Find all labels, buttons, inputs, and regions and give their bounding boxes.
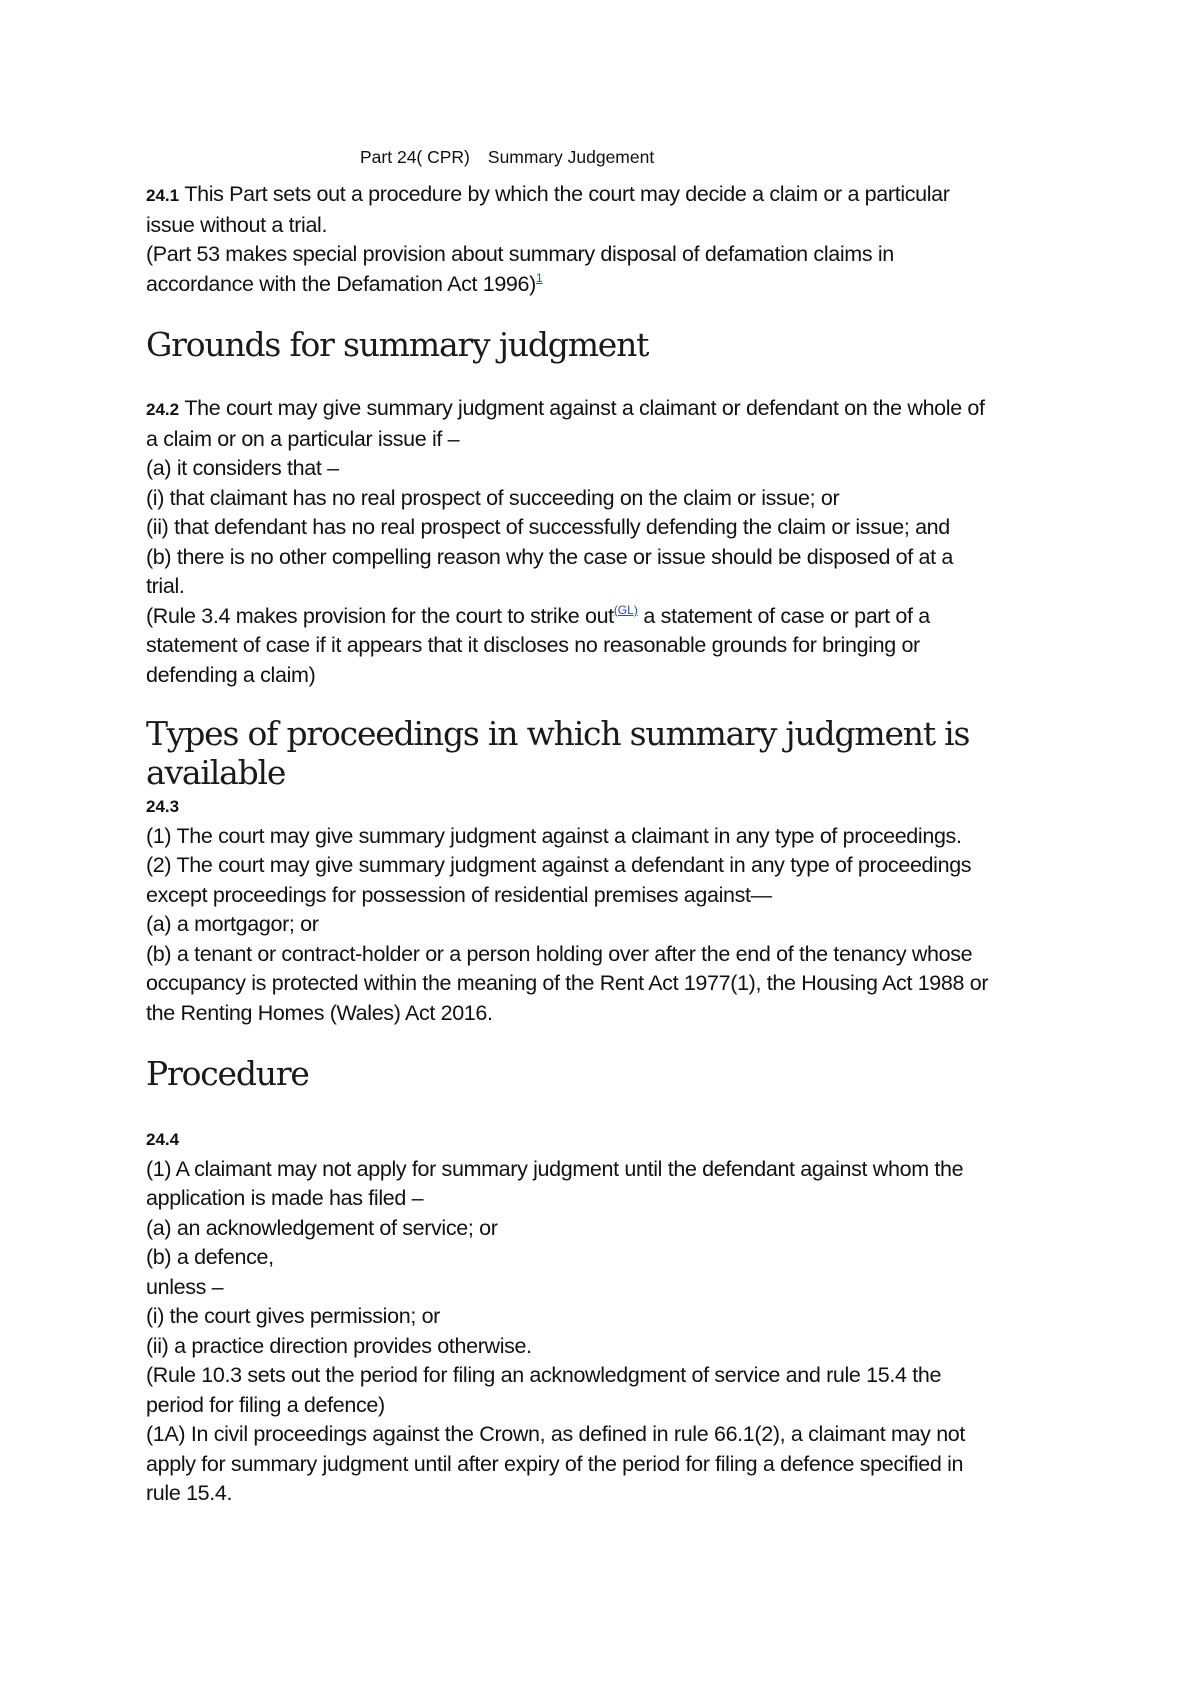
text-line: (i) that claimant has no real prospect of succeeding on the claim or issue; or: [146, 485, 840, 510]
heading-types: [146, 714, 1076, 792]
text-line: (a) an acknowledgement of service; or: [146, 1215, 498, 1240]
text-line: (1) A claimant may not apply for summary judgment until the defendant against whom the: [146, 1156, 964, 1181]
text-line: (2) The court may give summary judgment against a defendant in any type of proceedings: [146, 853, 972, 877]
text-line: (Rule 10.3 sets out the period for filing an acknowledgment of service and rule 15.4 the: [146, 1363, 942, 1387]
text-line: except proceedings for possession of residential premises against—: [146, 882, 772, 907]
text-line: rule 15.4.: [146, 1481, 233, 1505]
text-line: defending a claim): [146, 662, 316, 687]
heading-line: available: [146, 753, 286, 792]
text-line: (b) a defence,: [146, 1245, 274, 1269]
text-line: (ii) a practice direction provides otherwise.: [146, 1333, 532, 1358]
text-line: (b) a tenant or contract-holder or a person holding over after the end of the tenancy whose: [146, 941, 973, 966]
text-line: period for filing a defence): [146, 1392, 385, 1417]
text-line: This Part sets out a procedure by which the court may decide a claim or a particular: [179, 182, 950, 206]
footnote-link[interactable]: 1: [535, 270, 543, 285]
text-line: (1A) In civil proceedings against the Crown, as defined in rule 66.1(2), a claimant may not: [146, 1422, 966, 1446]
rule-24-3: [146, 792, 1076, 1028]
rule-number: 24.3: [146, 797, 180, 816]
rule-24-2: [146, 394, 1076, 690]
text-line: unless –: [146, 1274, 224, 1299]
document-title: [146, 138, 1076, 176]
text-line: (Part 53 makes special provision about summary disposal of defamation claims in: [146, 242, 894, 266]
text-line: trial.: [146, 574, 185, 598]
text-line: statement of case if it appears that it discloses no reasonable grounds for bringing or: [146, 633, 920, 657]
glossary-link[interactable]: (GL): [613, 602, 638, 617]
rule-24-4: [146, 1125, 1076, 1509]
rule-number: 24.4: [146, 1130, 180, 1149]
text-line: apply for summary judgment until after expiry of the period for filing a defence specified in: [146, 1451, 964, 1476]
text-line: accordance with the Defamation Act 1996): [146, 271, 536, 296]
heading-procedure: Procedure: [146, 1054, 309, 1093]
document-body: [146, 138, 1076, 1509]
rule-24-1: [146, 180, 1076, 299]
heading-line: Types of proceedings in which summary judgment is: [146, 714, 970, 753]
text-line: (Rule 3.4 makes provision for the court to strike out: [146, 603, 614, 628]
text-line: (ii) that defendant has no real prospect of successfully defending the claim or issue; and: [146, 515, 950, 539]
text-line: the Renting Homes (Wales) Act 2016.: [146, 1000, 493, 1025]
title-subject: Summary Judgement: [487, 147, 655, 167]
text-line: a claim or on a particular issue if –: [146, 426, 460, 451]
text-line: application is made has filed –: [146, 1186, 424, 1210]
text-line: (b) there is no other compelling reason why the case or issue should be disposed of at a: [146, 544, 953, 569]
rule-number: 24.1: [146, 186, 180, 205]
text-line: a statement of case or part of a: [637, 603, 930, 628]
heading-grounds: Grounds for summary judgment: [146, 325, 649, 364]
text-line: (a) a mortgagor; or: [146, 912, 319, 936]
text-line: The court may give summary judgment against a claimant or defendant on the whole of: [179, 396, 985, 420]
text-line: issue without a trial.: [146, 212, 328, 237]
rule-number: 24.2: [146, 400, 180, 419]
text-line: (i) the court gives permission; or: [146, 1304, 440, 1328]
title-part: Part 24( CPR): [360, 147, 470, 167]
text-line: occupancy is protected within the meaning of the Rent Act 1977(1), the Housing Act 1988 or: [146, 971, 989, 995]
text-line: (1) The court may give summary judgment against a claimant in any type of proceedings.: [146, 823, 962, 848]
text-line: (a) it considers that –: [146, 456, 339, 480]
